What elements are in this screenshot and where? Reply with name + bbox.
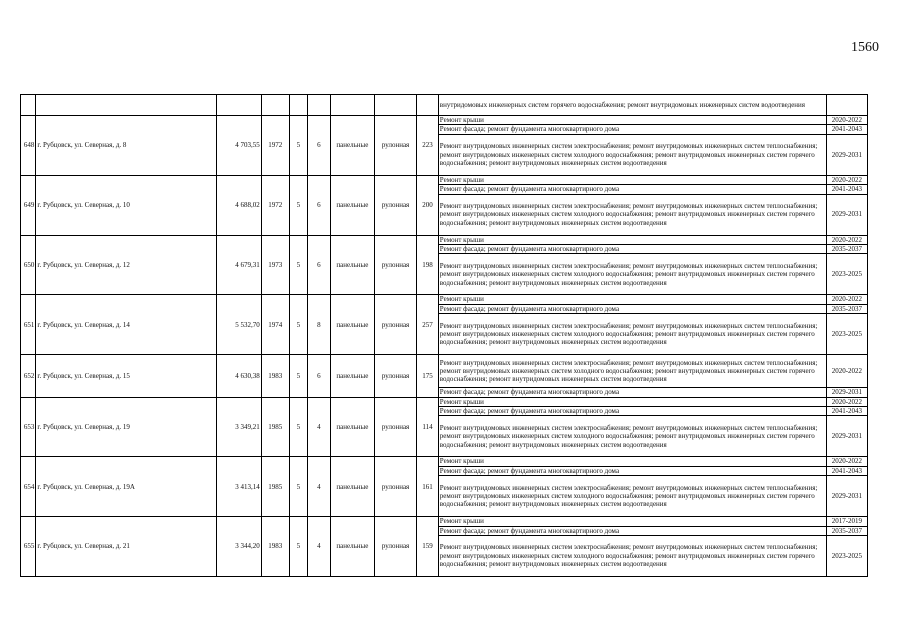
- cell-floors: 5: [289, 457, 308, 517]
- cell-works: внутридомовых инженерных систем горячего водоснабжения; ремонт внутридомовых инженерных систем водоотведения: [438, 95, 826, 116]
- cell-year: [261, 95, 289, 116]
- cell-residents: 198: [417, 235, 439, 295]
- cell-floors: 5: [289, 295, 308, 355]
- cell-residents: 159: [417, 517, 439, 577]
- cell-works: Ремонт крыши: [438, 397, 826, 406]
- cell-num: 655: [21, 517, 36, 577]
- cell-roof: рулонная: [374, 397, 416, 457]
- cell-period: 2023-2025: [826, 536, 867, 577]
- cell-period: 2020-2022: [826, 235, 867, 244]
- cell-walls: панельные: [330, 116, 374, 176]
- cell-period: 2035-2037: [826, 304, 867, 313]
- cell-works: Ремонт внутридомовых инженерных систем электроснабжения; ремонт внутридомовых инженерных систем теплоснабжения; ремонт внутридомовых инженерных систем холодного водоснабжения; ремонт внутридомовых инженерных систем горячего водоснабжения; ремонт внутридомовых инженерных систем водоотведения: [438, 194, 826, 235]
- cell-entrances: [308, 95, 331, 116]
- table-row: [21, 457, 868, 466]
- cell-works: Ремонт фасада; ремонт фундамента многоквартирного дома: [438, 466, 826, 475]
- cell-period: [826, 95, 867, 116]
- cell-entrances: 4: [308, 457, 331, 517]
- cell-works: Ремонт внутридомовых инженерных систем электроснабжения; ремонт внутридомовых инженерных систем теплоснабжения; ремонт внутридомовых инженерных систем холодного водоснабжения; ремонт внутридомовых инженерных систем горячего водоснабжения; ремонт внутридомовых инженерных систем водоотведения: [438, 254, 826, 295]
- cell-year: 1985: [261, 397, 289, 457]
- cell-residents: 223: [417, 116, 439, 176]
- cell-period: 2029-2031: [826, 476, 867, 517]
- cell-works: Ремонт фасада; ремонт фундамента многоквартирного дома: [438, 526, 826, 535]
- cell-area: 3 413,14: [216, 457, 261, 517]
- cell-works: Ремонт фасада; ремонт фундамента многоквартирного дома: [438, 407, 826, 416]
- cell-address: г. Рубцовск, ул. Северная, д. 14: [36, 295, 216, 355]
- cell-works: Ремонт крыши: [438, 457, 826, 466]
- cell-residents: 175: [417, 355, 439, 397]
- cell-address: г. Рубцовск, ул. Северная, д. 12: [36, 235, 216, 295]
- cell-residents: 257: [417, 295, 439, 355]
- cell-address: г. Рубцовск, ул. Северная, д. 19: [36, 397, 216, 457]
- cell-period: 2035-2037: [826, 526, 867, 535]
- cell-works: Ремонт фасада; ремонт фундамента многоквартирного дома: [438, 388, 826, 397]
- cell-entrances: 6: [308, 355, 331, 397]
- cell-num: 654: [21, 457, 36, 517]
- cell-walls: [330, 95, 374, 116]
- cell-walls: панельные: [330, 235, 374, 295]
- cell-works: Ремонт крыши: [438, 517, 826, 526]
- cell-floors: 5: [289, 517, 308, 577]
- cell-year: 1983: [261, 517, 289, 577]
- cell-period: 2041-2043: [826, 185, 867, 194]
- cell-floors: 5: [289, 397, 308, 457]
- cell-period: 2020-2022: [826, 175, 867, 184]
- cell-address: г. Рубцовск, ул. Северная, д. 8: [36, 116, 216, 176]
- cell-roof: рулонная: [374, 235, 416, 295]
- cell-num: 650: [21, 235, 36, 295]
- cell-walls: панельные: [330, 355, 374, 397]
- cell-address: г. Рубцовск, ул. Северная, д. 10: [36, 175, 216, 235]
- cell-works: Ремонт фасада; ремонт фундамента многоквартирного дома: [438, 245, 826, 254]
- cell-year: 1983: [261, 355, 289, 397]
- cell-area: 4 688,02: [216, 175, 261, 235]
- cell-area: 4 630,38: [216, 355, 261, 397]
- cell-num: 652: [21, 355, 36, 397]
- cell-period: 2020-2022: [826, 116, 867, 125]
- cell-walls: панельные: [330, 397, 374, 457]
- cell-address: [36, 95, 216, 116]
- cell-works: Ремонт крыши: [438, 295, 826, 304]
- cell-entrances: 6: [308, 116, 331, 176]
- cell-num: 653: [21, 397, 36, 457]
- cell-period: 2041-2043: [826, 407, 867, 416]
- cell-walls: панельные: [330, 175, 374, 235]
- table-row: [21, 235, 868, 244]
- cell-works: Ремонт внутридомовых инженерных систем электроснабжения; ремонт внутридомовых инженерных систем теплоснабжения; ремонт внутридомовых инженерных систем холодного водоснабжения; ремонт внутридомовых инженерных систем горячего водоснабжения; ремонт внутридомовых инженерных систем водоотведения: [438, 355, 826, 388]
- cell-works: Ремонт внутридомовых инженерных систем электроснабжения; ремонт внутридомовых инженерных систем теплоснабжения; ремонт внутридомовых инженерных систем холодного водоснабжения; ремонт внутридомовых инженерных систем горячего водоснабжения; ремонт внутридомовых инженерных систем водоотведения: [438, 536, 826, 577]
- cell-entrances: 6: [308, 235, 331, 295]
- cell-roof: [374, 95, 416, 116]
- cell-works: Ремонт внутридомовых инженерных систем электроснабжения; ремонт внутридомовых инженерных систем теплоснабжения; ремонт внутридомовых инженерных систем холодного водоснабжения; ремонт внутридомовых инженерных систем горячего водоснабжения; ремонт внутридомовых инженерных систем водоотведения: [438, 134, 826, 175]
- cell-roof: рулонная: [374, 517, 416, 577]
- cell-works: Ремонт фасада; ремонт фундамента многоквартирного дома: [438, 125, 826, 134]
- cell-area: 4 703,55: [216, 116, 261, 176]
- cell-roof: рулонная: [374, 355, 416, 397]
- cell-year: 1972: [261, 175, 289, 235]
- cell-period: 2041-2043: [826, 125, 867, 134]
- cell-works: Ремонт крыши: [438, 116, 826, 125]
- cell-works: Ремонт внутридомовых инженерных систем электроснабжения; ремонт внутридомовых инженерных систем теплоснабжения; ремонт внутридомовых инженерных систем холодного водоснабжения; ремонт внутридомовых инженерных систем горячего водоснабжения; ремонт внутридомовых инженерных систем водоотведения: [438, 416, 826, 457]
- cell-num: 649: [21, 175, 36, 235]
- cell-roof: рулонная: [374, 295, 416, 355]
- cell-area: 3 349,21: [216, 397, 261, 457]
- cell-works: Ремонт крыши: [438, 235, 826, 244]
- cell-num: 651: [21, 295, 36, 355]
- cell-residents: 161: [417, 457, 439, 517]
- cell-residents: [417, 95, 439, 116]
- cell-period: 2029-2031: [826, 194, 867, 235]
- cell-period: 2020-2022: [826, 397, 867, 406]
- cell-roof: рулонная: [374, 457, 416, 517]
- cell-period: 2020-2022: [826, 355, 867, 388]
- cell-works: Ремонт фасада; ремонт фундамента многоквартирного дома: [438, 185, 826, 194]
- building-repair-table: [20, 94, 868, 577]
- cell-floors: 5: [289, 235, 308, 295]
- cell-period: 2035-2037: [826, 245, 867, 254]
- continuation-row: [21, 95, 868, 116]
- cell-works: Ремонт фасада; ремонт фундамента многоквартирного дома: [438, 304, 826, 313]
- cell-year: 1973: [261, 235, 289, 295]
- cell-residents: 200: [417, 175, 439, 235]
- table-row: [21, 295, 868, 304]
- cell-walls: панельные: [330, 295, 374, 355]
- cell-residents: 114: [417, 397, 439, 457]
- cell-floors: [289, 95, 308, 116]
- cell-address: г. Рубцовск, ул. Северная, д. 15: [36, 355, 216, 397]
- cell-period: 2041-2043: [826, 466, 867, 475]
- cell-period: 2029-2031: [826, 388, 867, 397]
- cell-entrances: 8: [308, 295, 331, 355]
- cell-period: 2023-2025: [826, 314, 867, 355]
- cell-floors: 5: [289, 355, 308, 397]
- cell-year: 1972: [261, 116, 289, 176]
- cell-entrances: 6: [308, 175, 331, 235]
- cell-works: Ремонт крыши: [438, 175, 826, 184]
- table-row: [21, 116, 868, 125]
- cell-works: Ремонт внутридомовых инженерных систем электроснабжения; ремонт внутридомовых инженерных систем теплоснабжения; ремонт внутридомовых инженерных систем холодного водоснабжения; ремонт внутридомовых инженерных систем горячего водоснабжения; ремонт внутридомовых инженерных систем водоотведения: [438, 476, 826, 517]
- cell-num: [21, 95, 36, 116]
- cell-roof: рулонная: [374, 175, 416, 235]
- cell-year: 1985: [261, 457, 289, 517]
- cell-address: г. Рубцовск, ул. Северная, д. 21: [36, 517, 216, 577]
- cell-period: 2023-2025: [826, 254, 867, 295]
- cell-floors: 5: [289, 175, 308, 235]
- cell-area: 3 344,20: [216, 517, 261, 577]
- cell-period: 2020-2022: [826, 457, 867, 466]
- table-row: [21, 397, 868, 406]
- table-row: [21, 175, 868, 184]
- page-number: 1560: [851, 40, 879, 55]
- cell-area: [216, 95, 261, 116]
- cell-walls: панельные: [330, 517, 374, 577]
- cell-entrances: 4: [308, 397, 331, 457]
- cell-works: Ремонт внутридомовых инженерных систем электроснабжения; ремонт внутридомовых инженерных систем теплоснабжения; ремонт внутридомовых инженерных систем холодного водоснабжения; ремонт внутридомовых инженерных систем горячего водоснабжения; ремонт внутридомовых инженерных систем водоотведения: [438, 314, 826, 355]
- table-row: [21, 517, 868, 526]
- cell-year: 1974: [261, 295, 289, 355]
- cell-walls: панельные: [330, 457, 374, 517]
- cell-period: 2017-2019: [826, 517, 867, 526]
- cell-period: 2029-2031: [826, 134, 867, 175]
- cell-entrances: 4: [308, 517, 331, 577]
- cell-address: г. Рубцовск, ул. Северная, д. 19А: [36, 457, 216, 517]
- cell-area: 5 532,70: [216, 295, 261, 355]
- cell-roof: рулонная: [374, 116, 416, 176]
- cell-num: 648: [21, 116, 36, 176]
- cell-area: 4 679,31: [216, 235, 261, 295]
- cell-floors: 5: [289, 116, 308, 176]
- table-row: [21, 355, 868, 388]
- cell-period: 2020-2022: [826, 295, 867, 304]
- cell-period: 2029-2031: [826, 416, 867, 457]
